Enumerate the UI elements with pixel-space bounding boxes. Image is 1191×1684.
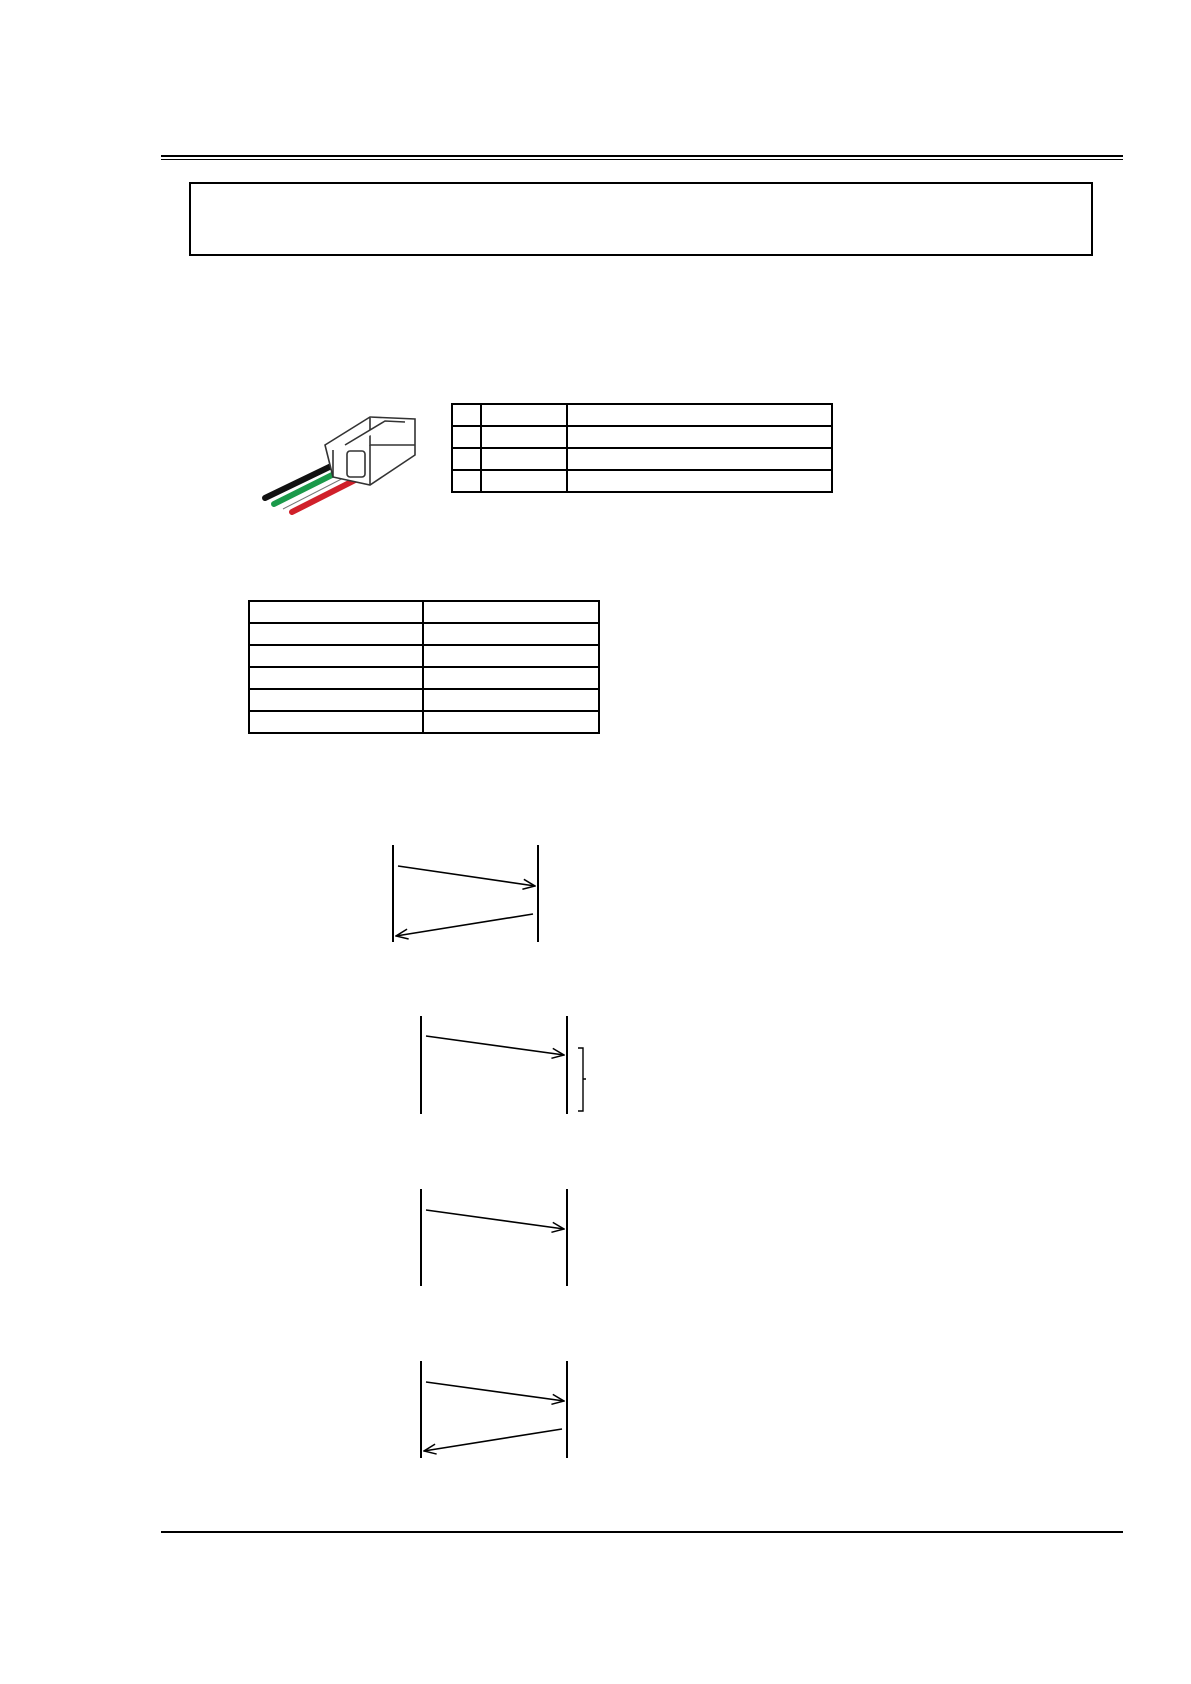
response-arrow	[396, 914, 533, 936]
bracket-icon	[578, 1048, 586, 1111]
response-arrow	[424, 1429, 562, 1451]
request-arrow	[426, 1210, 564, 1229]
request-arrow	[398, 866, 535, 886]
request-arrow	[426, 1382, 564, 1401]
request-arrow	[426, 1036, 564, 1055]
footer-rule	[161, 1531, 1123, 1533]
sequence-request-response-2	[421, 1361, 567, 1458]
sequence-request-bracket	[421, 1016, 586, 1114]
sequence-request-response	[393, 845, 538, 942]
sequence-request-only	[421, 1189, 567, 1286]
